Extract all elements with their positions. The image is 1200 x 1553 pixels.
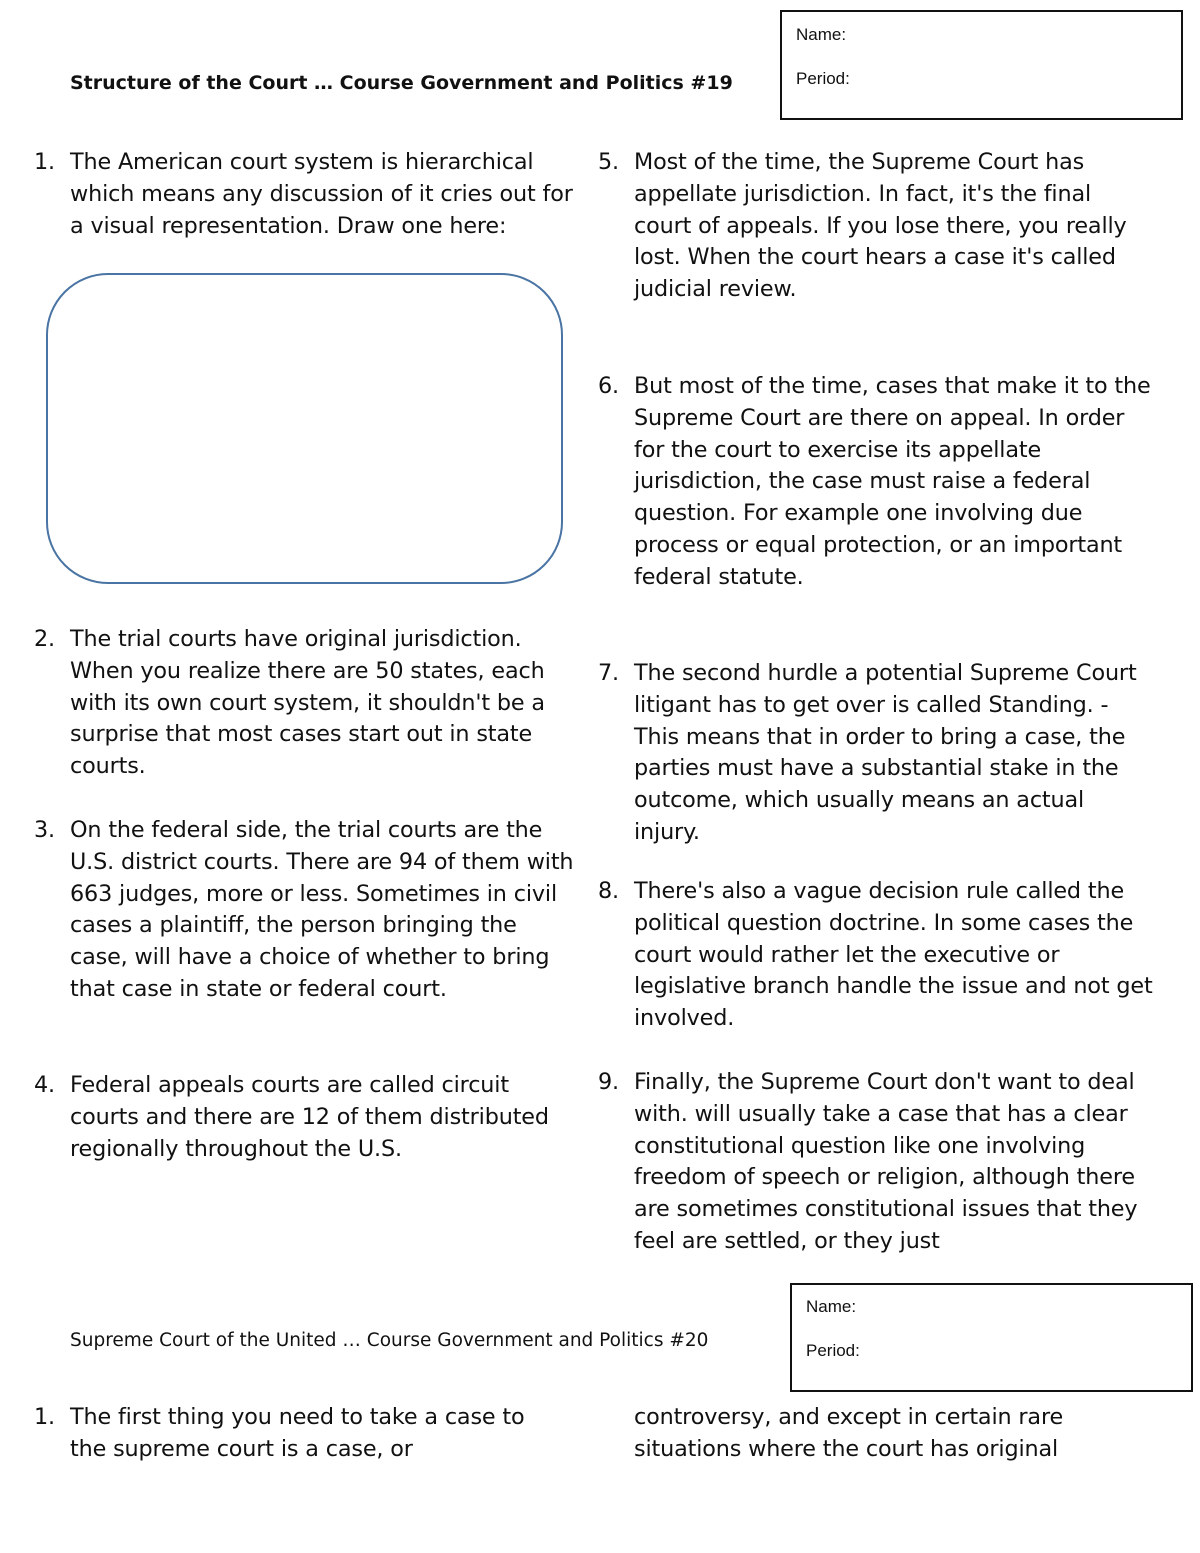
question-item-1	[34, 1402, 560, 1466]
question-text: Most of the time, the Supreme Court has appellate jurisdiction. In fact, it's the final court of appeals. If you lose there, you really lost. When the court hears a case it's called judicial review.	[634, 149, 1127, 303]
question-number: 1.	[34, 1404, 55, 1430]
question-text: The second hurdle a potential Supreme Court litigant has to get over is called Standing. - This means that in order to bring a case, the parties must have a substantial stake in the outcome, which usually means an actual injury.	[634, 660, 1137, 845]
question-number: 3.	[34, 817, 55, 843]
name-label: Name:	[806, 1297, 857, 1316]
question-text: The first thing you need to take a case to the supreme court is a case, or	[70, 1404, 525, 1462]
question-number: 2.	[34, 626, 55, 652]
worksheet-title: Structure of the Court … Course Government and Politics #19	[70, 72, 733, 94]
question-text: On the federal side, the trial courts are the U.S. district courts. There are 94 of them with 663 judges, more or less. Sometimes in civil cases a plaintiff, the person bringing the case, will have a choice of whether to bring that case in state or federal court.	[70, 817, 574, 1002]
question-item-7	[598, 658, 1154, 849]
question-text: The American court system is hierarchical which means any discussion of it cries out for a visual representation. Draw one here:	[70, 149, 573, 239]
question-item-1	[34, 147, 580, 242]
question-number: 1.	[34, 149, 55, 175]
drawing-area[interactable]	[46, 273, 563, 584]
question-text: But most of the time, cases that make it to the Supreme Court are there on appeal. In order for the court to exercise its appellate jurisdiction, the case must raise a federal question. For example one involving due process or equal protection, or an important federal statute.	[634, 373, 1151, 590]
period-label: Period:	[796, 69, 850, 88]
question-number: 9.	[598, 1069, 619, 1095]
question-item-4	[34, 1070, 580, 1165]
question-item-2	[34, 624, 580, 783]
period-label: Period:	[806, 1341, 860, 1360]
worksheet-title: Supreme Court of the United … Course Government and Politics #20	[70, 1330, 709, 1351]
question-number: 8.	[598, 878, 619, 904]
question-text: controversy, and except in certain rare situations where the court has original	[634, 1404, 1064, 1462]
question-item-9	[598, 1067, 1154, 1258]
question-text: Federal appeals courts are called circuit courts and there are 12 of them distributed regionally throughout the U.S.	[70, 1072, 549, 1162]
question-number: 4.	[34, 1072, 55, 1098]
question-text: Finally, the Supreme Court don't want to deal with. will usually take a case that has a clear constitutional question like one involving freedom of speech or religion, although there are sometimes constitutional issues that they feel are settled, or they just	[634, 1069, 1138, 1254]
question-number: 7.	[598, 660, 619, 686]
question-continuation	[634, 1402, 1134, 1466]
question-text: The trial courts have original jurisdiction. When you realize there are 50 states, each with its own court system, it shouldn't be a surprise that most cases start out in state courts.	[70, 626, 545, 780]
name-period-box	[790, 1283, 1193, 1392]
question-item-5	[598, 147, 1154, 306]
question-item-3	[34, 815, 580, 1006]
name-label: Name:	[796, 25, 847, 44]
question-item-6	[598, 371, 1154, 594]
question-text: There's also a vague decision rule called the political question doctrine. In some cases the court would rather let the executive or legislative branch handle the issue and not get involved.	[634, 878, 1153, 1032]
question-item-8	[598, 876, 1154, 1035]
name-period-box	[780, 10, 1183, 120]
question-number: 5.	[598, 149, 619, 175]
question-number: 6.	[598, 373, 619, 399]
